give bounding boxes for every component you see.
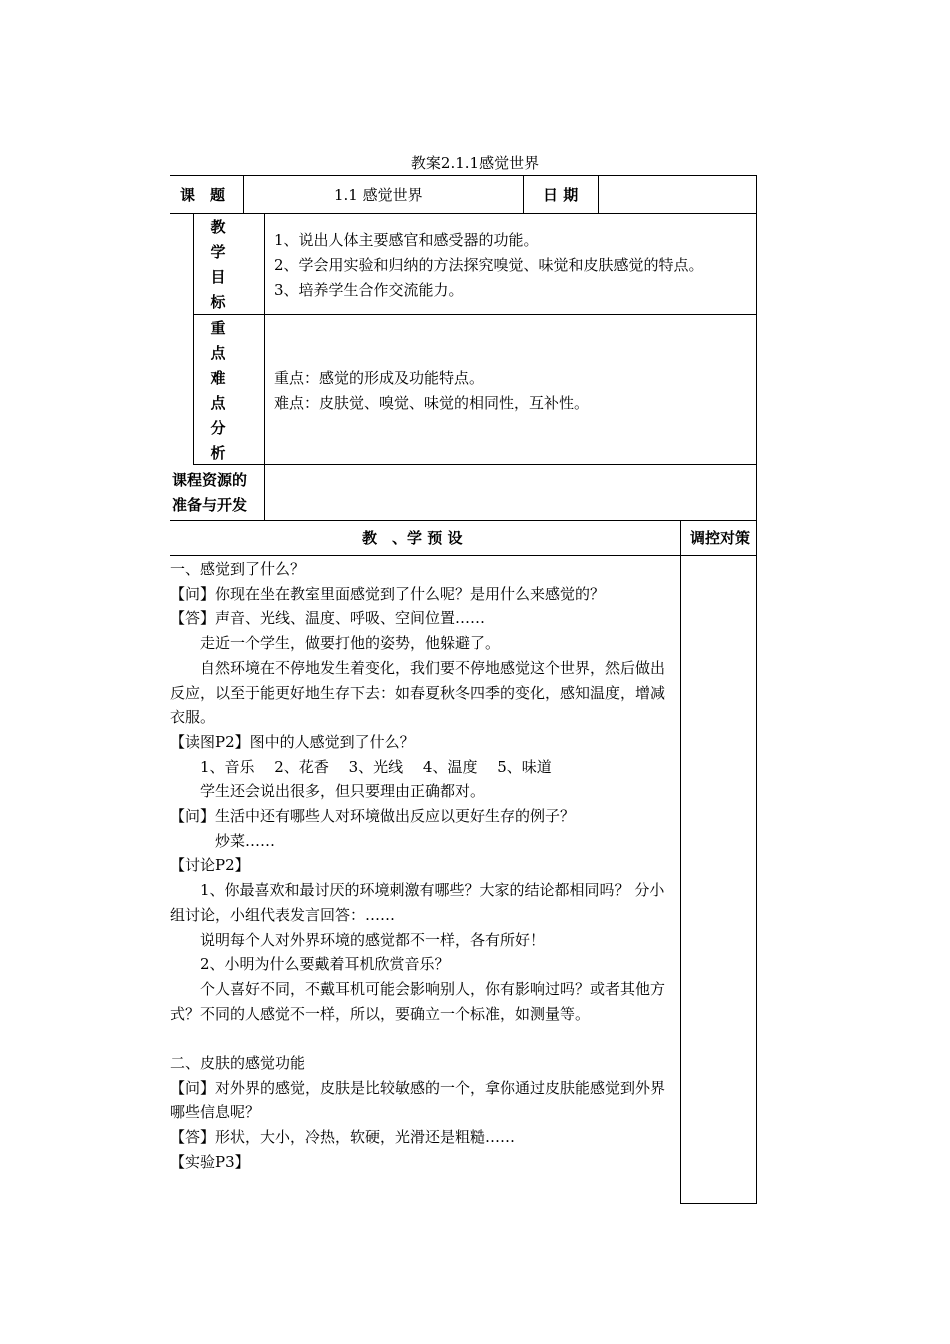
page-title: 教案2.1.1感觉世界 (410, 154, 540, 172)
row-divider-resources (170, 520, 757, 521)
row-divider-objectives (193, 314, 757, 315)
body-paragraph: 1、你最喜欢和最讨厌的环境刺激有哪些？大家的结论都相同吗？ 分小组讨论，小组代表发言回答：…… (170, 881, 665, 924)
topic-label: 课 题 (180, 186, 226, 204)
table-border-bottom (680, 1203, 757, 1204)
body-paragraph: 2、小明为什么要戴着耳机欣赏音乐？ (200, 955, 450, 974)
body-paragraph: 【读图P2】图中的人感觉到了什么？ (170, 732, 415, 751)
row-divider-keypoints (193, 464, 757, 465)
body-paragraph: 【答】形状，大小，冷热，软硬，光滑还是粗糙…… (170, 1128, 516, 1147)
row-divider-topic (170, 213, 757, 214)
row-divider-plan-header (170, 555, 757, 556)
resources-label-line1: 课程资源的 (172, 471, 248, 489)
date-label: 日 期 (543, 186, 579, 204)
body-paragraph: 走近一个学生，做要打他的姿势，他躲避了。 (200, 634, 501, 653)
label-column-left (193, 213, 194, 465)
body-paragraph: 1、音乐 2、花香 3、光线 4、温度 5、味道 (200, 757, 552, 776)
body-paragraph: 个人喜好不同，不戴耳机可能会影响别人，你有影响过吗？或者其他方式？不同的人感觉不一样，所以，要确立一个标准，如测量等。 (170, 979, 666, 1023)
lesson-body (170, 557, 675, 1175)
col-divider-date-label (523, 175, 524, 214)
body-paragraph: 【答】声音、光线、温度、呼吸、空间位置…… (170, 609, 486, 628)
body-paragraph: 自然环境在不停地发生着变化，我们要不停地感觉这个世界，然后做出反应，以至于能更好地生存下去：如春夏秋冬四季的变化，感知温度，增减衣服。 (170, 658, 666, 727)
section-heading: 二、皮肤的感觉功能 (170, 1054, 306, 1073)
body-paragraph: 【问】生活中还有哪些人对环境做出反应以更好生存的例子？ (170, 807, 576, 826)
body-paragraph: 学生还会说出很多，但只要理由正确都对。 (200, 782, 486, 801)
plan-header-teach-learn: 教 、学 预 设 (362, 529, 463, 547)
label-column-right (264, 213, 265, 465)
plan-header-control: 调控对策 (690, 529, 751, 547)
section-heading: 一、感觉到了什么？ (170, 560, 306, 578)
col-divider-topic-label (243, 175, 244, 214)
body-paragraph: 【问】你现在坐在教室里面感觉到了什么呢？是用什么来感觉的？ (170, 584, 606, 603)
difficult-point-line: 难点：皮肤觉、嗅觉、味觉的相同性，互补性。 (274, 394, 590, 412)
body-paragraph: 炒菜…… (215, 831, 276, 850)
body-paragraph: 【问】对外界的感觉，皮肤是比较敏感的一个，拿你通过皮肤能感觉到外界哪些信息呢？ (170, 1078, 666, 1122)
objective-item: 1、说出人体主要感官和感受器的功能。 (274, 231, 539, 249)
objectives-label: 教 学 目 标 (210, 218, 226, 311)
body-paragraph: 说明每个人对外界环境的感觉都不一样，各有所好！ (200, 930, 546, 949)
col-divider-date-value (598, 175, 599, 214)
resources-divider (264, 464, 265, 521)
body-paragraph: 【讨论P2】 (170, 856, 250, 875)
body-paragraph: 【实验P3】 (170, 1152, 250, 1171)
topic-value: 1.1 感觉世界 (334, 186, 423, 204)
blank-line (170, 1026, 675, 1051)
resources-label-line2: 准备与开发 (172, 496, 248, 514)
table-border-right (756, 175, 757, 1204)
key-point-line: 重点：感觉的形成及功能特点。 (274, 369, 485, 387)
key-points-label: 重 点 难 点 分 析 (210, 319, 226, 462)
objective-item: 3、培养学生合作交流能力。 (274, 281, 464, 299)
control-column-divider (680, 520, 681, 1204)
objective-item: 2、学会用实验和归纳的方法探究嗅觉、味觉和皮肤感觉的特点。 (274, 256, 704, 274)
table-border-top (170, 175, 757, 176)
